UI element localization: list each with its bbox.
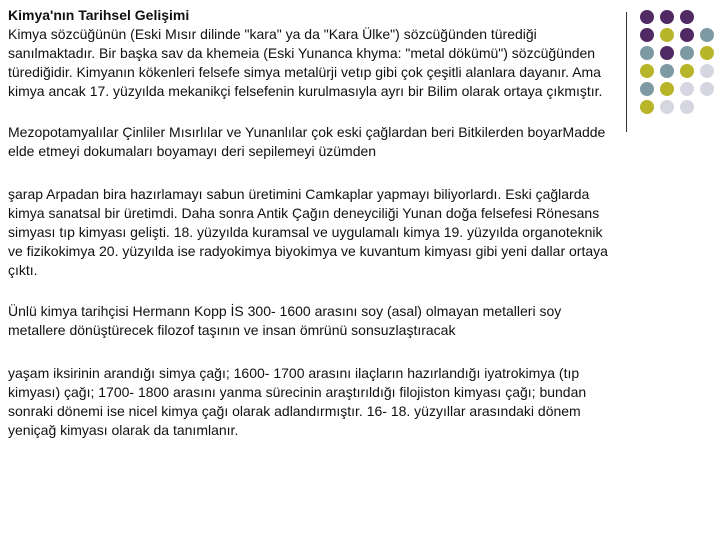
decorative-dot bbox=[640, 28, 654, 42]
decorative-dot bbox=[680, 82, 694, 96]
paragraph-gap bbox=[8, 280, 620, 302]
decorative-dot bbox=[700, 46, 714, 60]
decorative-dot bbox=[680, 28, 694, 42]
paragraph-ancient-crafts: Mezopotamyalılar Çinliler Mısırlılar ve Yunanlılar çok eski çağlardan beri Bitkilerden boyarMadde elde etmeyi dokumaları boyamayı deri sepilemeyi üzümden bbox=[8, 124, 606, 159]
paragraph-gap bbox=[8, 340, 620, 364]
paragraph-gap bbox=[8, 101, 620, 123]
paragraph-gap bbox=[8, 161, 620, 185]
paragraph-kopp: Ünlü kimya tarihçisi Hermann Kopp İS 300- 1600 arasını soy (asal) olmayan metalleri soy metallere dönüştürecek filozof taşının ve insan ömrünü sonsuzlaştıracak bbox=[8, 303, 562, 338]
decorative-dot-grid bbox=[640, 10, 720, 110]
decorative-dot bbox=[660, 100, 674, 114]
decorative-dot bbox=[660, 82, 674, 96]
decorative-dot bbox=[660, 46, 674, 60]
decorative-dot bbox=[660, 64, 674, 78]
decorative-dot bbox=[680, 100, 694, 114]
decorative-dot bbox=[680, 64, 694, 78]
decorative-dot bbox=[640, 100, 654, 114]
paragraph-etymology: Kimya sözcüğünün (Eski Mısır dilinde "kara" ya da "Kara Ülke") sözcüğünden türediği sanılmaktadır. Bir başka sav da khemeia (Eski Yunanca khyma: "metal dökümü") sözcüğünden türediğidir. Kimyanın kökenleri felsefe simya metalürji vetıp gibi çok çeşitli alanlara dayanır. Ama kimya ancak 17. yüzyılda mekanikçi felsefenin kurulmasıyla ayrı bir Bilim olarak ortaya çıkmıştır. bbox=[8, 26, 603, 99]
paragraph-eras: yaşam iksirinin arandığı simya çağı; 1600- 1700 arasını ilaçların hazırlandığı iyatrokimya (tıp kimyası) çağı; 1700- 1800 arasını yanma sürecinin araştırıldığı filojiston kimyası çağı; bundan sonraki dönemi ise nicel kimya çağı olarak adlandırmıştır. 16- 18. yüzyıllar arasındaki dönem yeniçağ kimyası olarak da tanımlanır. bbox=[8, 365, 587, 438]
vertical-divider bbox=[626, 12, 627, 132]
paragraph-history-branches: şarap Arpadan bira hazırlamayı sabun üretimini Camkaplar yapmayı biliyorlardı. Eski çağlarda kimya sanatsal bir üretimdi. Daha sonra Antik Çağın deneyciliği Yunan doğa felsefesi Rönesans simyası tıp kimyası gelişti. 18. yüzyılda kuramsal ve uygulamalı kimya 19. yüzyılda organoteknik ve fizikokimya 20. yüzyılda ise radyokimya biyokimya ve kuvantum kimyası gibi yeni dallar ortaya çıktı. bbox=[8, 186, 608, 278]
decorative-dot bbox=[700, 82, 714, 96]
decorative-dot bbox=[660, 10, 674, 24]
decorative-dot bbox=[700, 28, 714, 42]
decorative-dot bbox=[700, 64, 714, 78]
decorative-dot bbox=[640, 10, 654, 24]
slide-title: Kimya'nın Tarihsel Gelişimi bbox=[8, 7, 190, 23]
decorative-dot bbox=[640, 64, 654, 78]
decorative-dot bbox=[680, 10, 694, 24]
decorative-dot bbox=[640, 82, 654, 96]
decorative-dot bbox=[680, 46, 694, 60]
decorative-dot bbox=[640, 46, 654, 60]
slide-content bbox=[8, 6, 620, 440]
decorative-dot bbox=[660, 28, 674, 42]
